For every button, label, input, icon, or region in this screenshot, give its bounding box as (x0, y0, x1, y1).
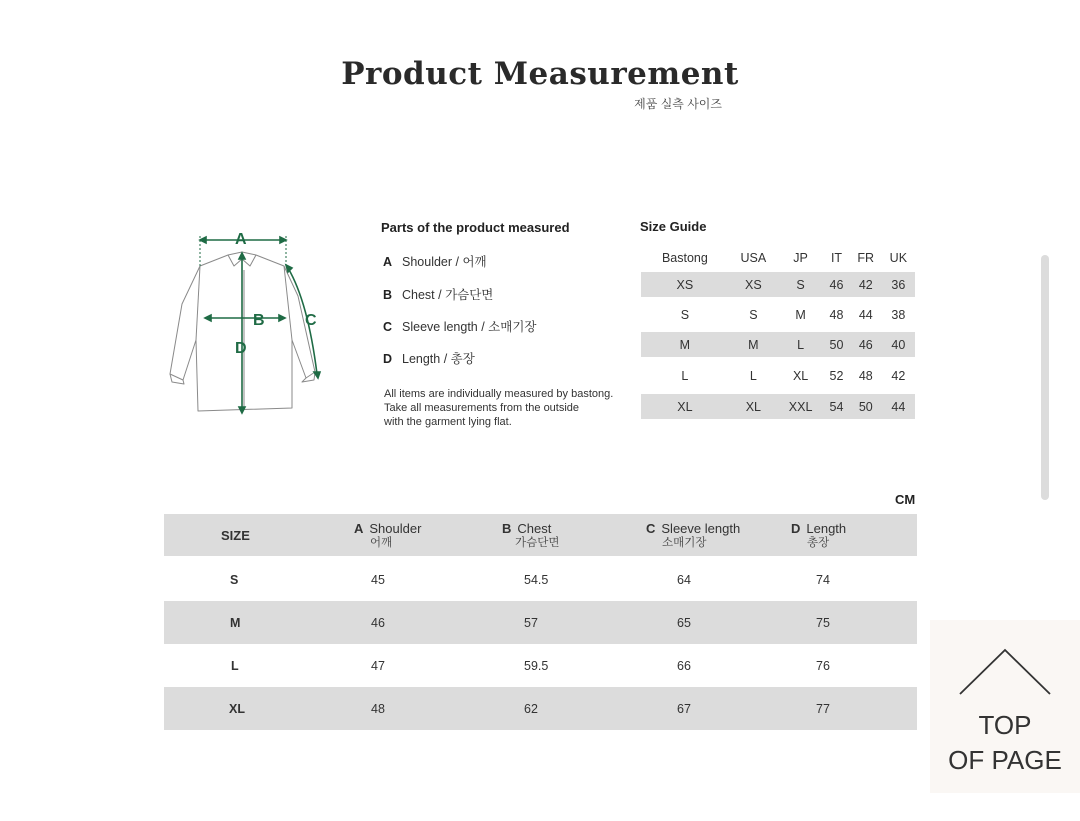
length-cell: 77 (816, 701, 830, 716)
column-name-ko: 어깨 (370, 537, 393, 549)
column-header-shoulder (354, 521, 421, 551)
page-subtitle: 제품 실측 사이즈 (634, 97, 722, 111)
size-cell: L (231, 658, 239, 673)
size-guide-header: Bastong (661, 251, 708, 265)
part-item-a (383, 252, 487, 270)
note-line: Take all measurements from the outside (384, 402, 580, 414)
column-name-ko: 총장 (807, 537, 830, 549)
part-key: D (383, 352, 393, 366)
size-guide-cell: XL (729, 394, 778, 419)
measurement-table (164, 514, 917, 730)
diagram-label-c: C (305, 312, 317, 329)
part-text: Length / 총장 (402, 352, 475, 366)
column-key: C (646, 521, 656, 536)
sleeve-cell: 67 (677, 701, 691, 716)
shoulder-cell: 47 (371, 658, 385, 673)
size-guide-cell: L (749, 368, 757, 383)
column-key: D (791, 521, 801, 536)
part-item-b (383, 285, 493, 303)
shoulder-cell: 45 (371, 572, 385, 587)
size-cell: M (230, 615, 241, 630)
size-guide-cell: L (778, 332, 823, 357)
measurement-header-row (164, 514, 917, 556)
size-guide-cell: XXL (778, 394, 823, 419)
size-guide-cell: 54 (823, 394, 850, 419)
table-row (164, 558, 917, 601)
chevron-up-icon (958, 648, 1052, 698)
note-line: with the garment lying flat. (384, 416, 512, 428)
shoulder-cell: 46 (371, 615, 385, 630)
size-guide-cell: S (680, 307, 690, 322)
page-title: Product Measurement (341, 56, 739, 92)
size-guide-cell: 44 (882, 394, 915, 419)
size-guide-header: USA (740, 251, 767, 265)
sleeve-cell: 65 (677, 615, 691, 630)
size-guide-cell: M (795, 307, 806, 322)
column-name-ko: 가슴단면 (515, 537, 560, 549)
column-name: Shoulder (369, 521, 422, 536)
size-guide-title: Size Guide (640, 219, 707, 234)
measurement-note (384, 387, 613, 429)
size-guide-cell: S (778, 272, 823, 297)
part-key: B (383, 288, 393, 302)
part-item-d (383, 349, 475, 367)
table-row (164, 644, 917, 687)
size-guide-cell: 44 (858, 307, 873, 322)
size-cell: S (230, 572, 239, 587)
sleeve-cell: 64 (677, 572, 691, 587)
length-cell: 74 (816, 572, 830, 587)
part-key: C (383, 320, 393, 334)
column-key: A (354, 521, 364, 536)
chest-cell: 57 (524, 615, 538, 630)
size-guide-cell: 48 (829, 307, 844, 322)
column-header-sleeve (646, 521, 740, 551)
column-key: B (502, 521, 512, 536)
size-guide-row (641, 332, 915, 357)
size-guide-cell: M (729, 332, 778, 357)
note-line: All items are individually measured by bastong. (384, 388, 614, 400)
size-guide-cell: 50 (850, 394, 882, 419)
diagram-label-d: D (235, 340, 247, 357)
part-key: A (383, 255, 393, 269)
size-guide-header-row (641, 248, 915, 268)
column-name: Length (806, 521, 847, 536)
top-label-line: OF PAGE (948, 745, 1062, 775)
size-guide-cell: 48 (858, 368, 873, 383)
part-text: Chest / 가슴단면 (402, 288, 494, 302)
part-text: Shoulder / 어깨 (402, 255, 487, 269)
length-cell: 76 (816, 658, 830, 673)
table-row (164, 687, 917, 730)
chest-cell: 59.5 (524, 658, 549, 673)
part-item-c (383, 317, 536, 335)
size-guide-cell: L (681, 368, 689, 383)
size-guide-header: FR (857, 251, 875, 265)
chest-cell: 62 (524, 701, 538, 716)
size-guide-header: UK (889, 251, 908, 265)
garment-diagram (160, 222, 330, 422)
size-guide-cell: XS (641, 272, 729, 297)
diagram-label-b: B (253, 312, 265, 329)
diagram-label-a: A (235, 231, 247, 248)
size-guide-cell: S (749, 307, 758, 322)
part-text: Sleeve length / 소매기장 (402, 320, 537, 334)
column-name-ko: 소매기장 (662, 537, 707, 549)
column-name: Sleeve length (661, 521, 741, 536)
size-guide-row (641, 272, 915, 297)
shoulder-cell: 48 (371, 701, 385, 716)
size-guide-cell: XL (792, 368, 809, 383)
parts-title: Parts of the product measured (381, 220, 570, 235)
size-guide-cell: 50 (823, 332, 850, 357)
size-guide-cell: 42 (891, 368, 906, 383)
scrollbar-thumb[interactable] (1041, 255, 1049, 500)
size-guide-row (641, 297, 915, 332)
size-guide-cell: XS (729, 272, 778, 297)
sleeve-cell: 66 (677, 658, 691, 673)
top-of-page-label (930, 708, 1080, 778)
size-guide-cell: 36 (882, 272, 915, 297)
size-column-header: SIZE (221, 528, 250, 543)
size-guide-cell: 42 (850, 272, 882, 297)
size-guide-cell: 52 (829, 368, 844, 383)
size-guide-cell: 46 (850, 332, 882, 357)
length-cell: 75 (816, 615, 830, 630)
size-guide-table (641, 248, 915, 419)
size-guide-header: IT (830, 251, 843, 265)
size-guide-row (641, 394, 915, 419)
column-name: Chest (517, 521, 552, 536)
size-guide-cell: 40 (882, 332, 915, 357)
table-row (164, 601, 917, 644)
size-guide-header: JP (793, 251, 808, 265)
unit-label: CM (895, 492, 916, 507)
column-header-chest (502, 521, 559, 551)
top-of-page-button[interactable] (930, 620, 1080, 793)
top-label-line: TOP (978, 710, 1032, 740)
size-guide-cell: M (641, 332, 729, 357)
size-guide-cell: 46 (823, 272, 850, 297)
size-guide-row (641, 357, 915, 394)
column-header-length (791, 521, 846, 551)
size-cell: XL (229, 701, 245, 716)
size-guide-cell: 38 (891, 307, 906, 322)
chest-cell: 54.5 (524, 572, 549, 587)
size-guide-cell: XL (641, 394, 729, 419)
